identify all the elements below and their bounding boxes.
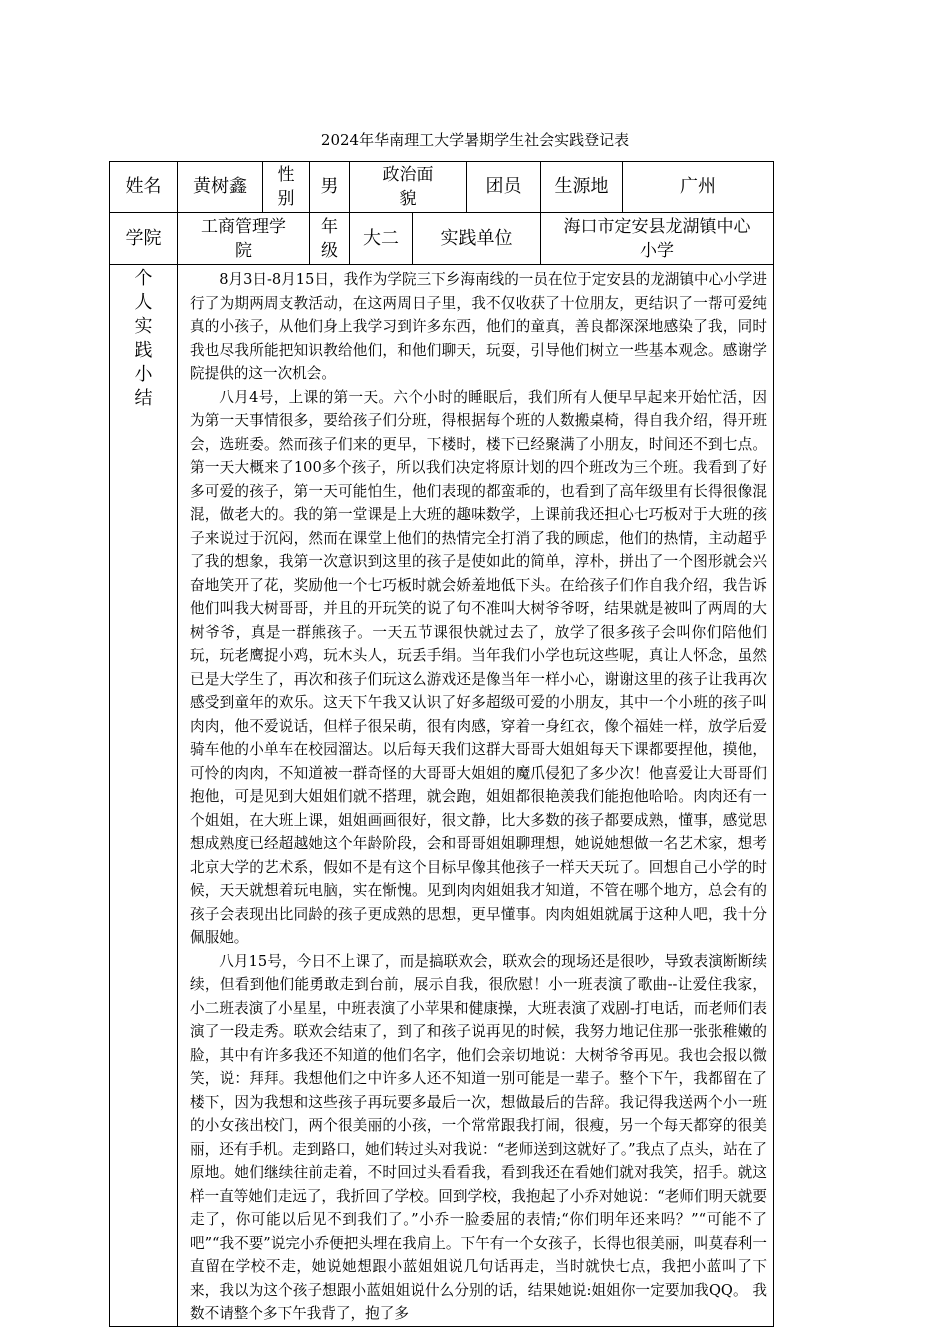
gender-label-text: 性 别 bbox=[277, 165, 295, 209]
side-char: 践 bbox=[134, 340, 153, 361]
side-char: 结 bbox=[134, 388, 153, 409]
row-summary bbox=[110, 265, 774, 1327]
gender-label bbox=[263, 162, 310, 213]
political-status-label-text: 政治面 貌 bbox=[382, 165, 434, 209]
registration-table bbox=[109, 161, 774, 1327]
row-personal-info bbox=[110, 162, 774, 213]
summary-paragraph: 八月4号，上课的第一天。六个小时的睡眠后，我们所有人便早早起来开始忙活，因为第一天事情很多，要给孩子们分班，得根据每个班的人数搬桌椅，得自我介绍，得开班会，选班委。然而孩子们来的更早，下楼时，楼下已经聚满了小朋友，时间还不到七点。第一天大概来了100多个孩子，所以我们决定将原计划的四个班改为三个班。我看到了好多可爱的孩子，第一天可能怕生，他们表现的都蛮乖的，也看到了高年级里有长得很像混混，做老大的。我的第一堂课是上大班的趣味数学，上课前我还担心七巧板对于大班的孩子来说过于沉闷，然而在课堂上他们的热情完全打消了我的顾虑，他们的热情，主动超乎了我的想象，我第一次意识到这里的孩子是使如此的简单，淳朴，拼出了一个图形就会兴奋地笑开了花，奖励他一个七巧板时就会娇羞地低下头。在给孩子们作自我介绍，我告诉他们叫我大树哥哥，并且的开玩笑的说了句不准叫大树爷爷呀，结果就是被叫了两周的大树爷爷，真是一群熊孩子。一天五节课很快就过去了，放学了很多孩子会叫你们陪他们玩，玩老鹰捉小鸡，玩木头人，玩丢手绢。当年我们小学也玩这些呢，真让人怀念，虽然已是大学生了，再次和孩子们玩这么游戏还是像当年一样小心，谢谢这里的孩子让我再次感受到童年的欢乐。这天下午我又认识了好多超级可爱的小朋友，其中一个小班的孩子叫肉肉，他不爱说话，但样子很呆萌，很有肉感，穿着一身红衣，像个福娃一样，放学后爱骑车他的小单车在校园溜达。以后每天我们这群大哥哥大姐姐每天下课都要捏他，摸他，可怜的肉肉，不知道被一群奇怪的大哥哥大姐姐的魔爪侵犯了多少次！他喜爱让大哥哥们抱他，可是见到大姐姐们就不搭理，就会跑，姐姐都很艳羡我们能抱他哈哈。肉肉还有一个姐姐，在大班上课，姐姐画画很好，很文静，比大多数的孩子都要成熟，懂事，感觉思想成熟度已经超越她这个年龄阶段，会和哥哥姐姐聊理想，她说她想做一名艺术家，想考北京大学的艺术系，假如不是有这个目标早像其他孩子一样天天玩了。回想自己小学的时候，天天就想着玩电脑，实在惭愧。见到肉肉姐姐我才知道，不管在哪个地方，总会有的孩子会表现出比同龄的孩子更成熟的思想，更早懂事。肉肉姐姐就属于这种人吧，我十分佩服她。 bbox=[190, 388, 767, 946]
name-value: 黄树鑫 bbox=[178, 162, 263, 213]
gender-value: 男 bbox=[310, 162, 350, 213]
practice-unit-label: 实践单位 bbox=[413, 213, 541, 265]
political-status-value: 团员 bbox=[467, 162, 541, 213]
political-status-label bbox=[350, 162, 467, 213]
practice-unit-value bbox=[541, 213, 774, 265]
college-label: 学院 bbox=[110, 213, 178, 265]
name-label: 姓名 bbox=[110, 162, 178, 213]
page-title: 2024年华南理工大学暑期学生社会实践登记表 bbox=[320, 131, 630, 149]
side-char: 实 bbox=[134, 316, 153, 337]
college-value bbox=[178, 213, 310, 265]
origin-label: 生源地 bbox=[541, 162, 623, 213]
side-char: 个 bbox=[134, 268, 153, 289]
side-char: 小 bbox=[134, 364, 153, 385]
summary-body bbox=[178, 265, 774, 1327]
grade-label bbox=[310, 213, 350, 265]
summary-paragraph: 八月15号，今日不上课了，而是搞联欢会，联欢会的现场还是很吵，导致表演断断续续，但看到他们能勇敢走到台前，展示自我，很欣慰！小一班表演了歌曲--让爱住我家，小二班表演了小星星，中班表演了小苹果和健康操，大班表演了戏剧-打电话，而老师们表演了一段走秀。联欢会结束了，到了和孩子说再见的时候，我努力地记住那一张张稚嫩的脸，其中有许多我还不知道的他们名字，他们会亲切地说：大树爷爷再见。我也会报以微笑，说：拜拜。我想他们之中许多人还不知道一别可能是一辈子。整个下午，我都留在了楼下，因为我想和这些孩子再玩要多最后一次，想做最后的告辞。我记得我送两个小一班的小女孩出校门，两个很美丽的小孩，一个常常跟我打闹，很瘦，另一个每天都穿的很美丽，还有手机。走到路口，她们转过头对我说：“老师送到这就好了。”我点了点头，站在了原地。她们继续往前走着，不时回过头看看我，看到我还在看她们就对我笑，招手。就这样一直等她们走远了，我折回了学校。回到学校，我抱起了小乔对她说：“老师们明天就要走了，你可能以后见不到我们了。”小乔一脸委屈的表情;“你们明年还来吗？”“可能不了吧”“我不要”说完小乔便把头埋在我肩上。下午有一个女孩子，长得也很美丽，叫莫春利一直留在学校不走，她说她想跟小蓝姐姐说几句话再走，当时就快七点，我把小蓝叫了下来，我以为这个孩子想跟小蓝姐姐说什么分别的话，结果她说:姐姐你一定要加我QQ。 我数不请整个多下午我背了，抱了多 bbox=[190, 952, 767, 1322]
origin-value: 广州 bbox=[623, 162, 774, 213]
grade-value: 大二 bbox=[350, 213, 413, 265]
row-college-info bbox=[110, 213, 774, 265]
summary-side-label bbox=[110, 265, 178, 1327]
side-char: 人 bbox=[134, 292, 153, 313]
grade-label-text: 年 级 bbox=[321, 216, 338, 261]
summary-paragraph: 8月3日-8月15日，我作为学院三下乡海南线的一员在位于定安县的龙湖镇中心小学进行了为期两周支教活动，在这两周日子里，我不仅收获了十位朋友，更结识了一帮可爱纯真的小孩子，从他们身上我学习到许多东西，他们的童真，善良都深深地感染了我，同时我也尽我所能把知识教给他们，和他们聊天，玩耍，引导他们树立一些基本观念。感谢学院提供的这一次机会。 bbox=[190, 271, 767, 382]
practice-unit-value-text: 海口市定安县龙湖镇中心 小学 bbox=[563, 216, 751, 261]
college-value-text: 工商管理学 院 bbox=[201, 216, 286, 261]
